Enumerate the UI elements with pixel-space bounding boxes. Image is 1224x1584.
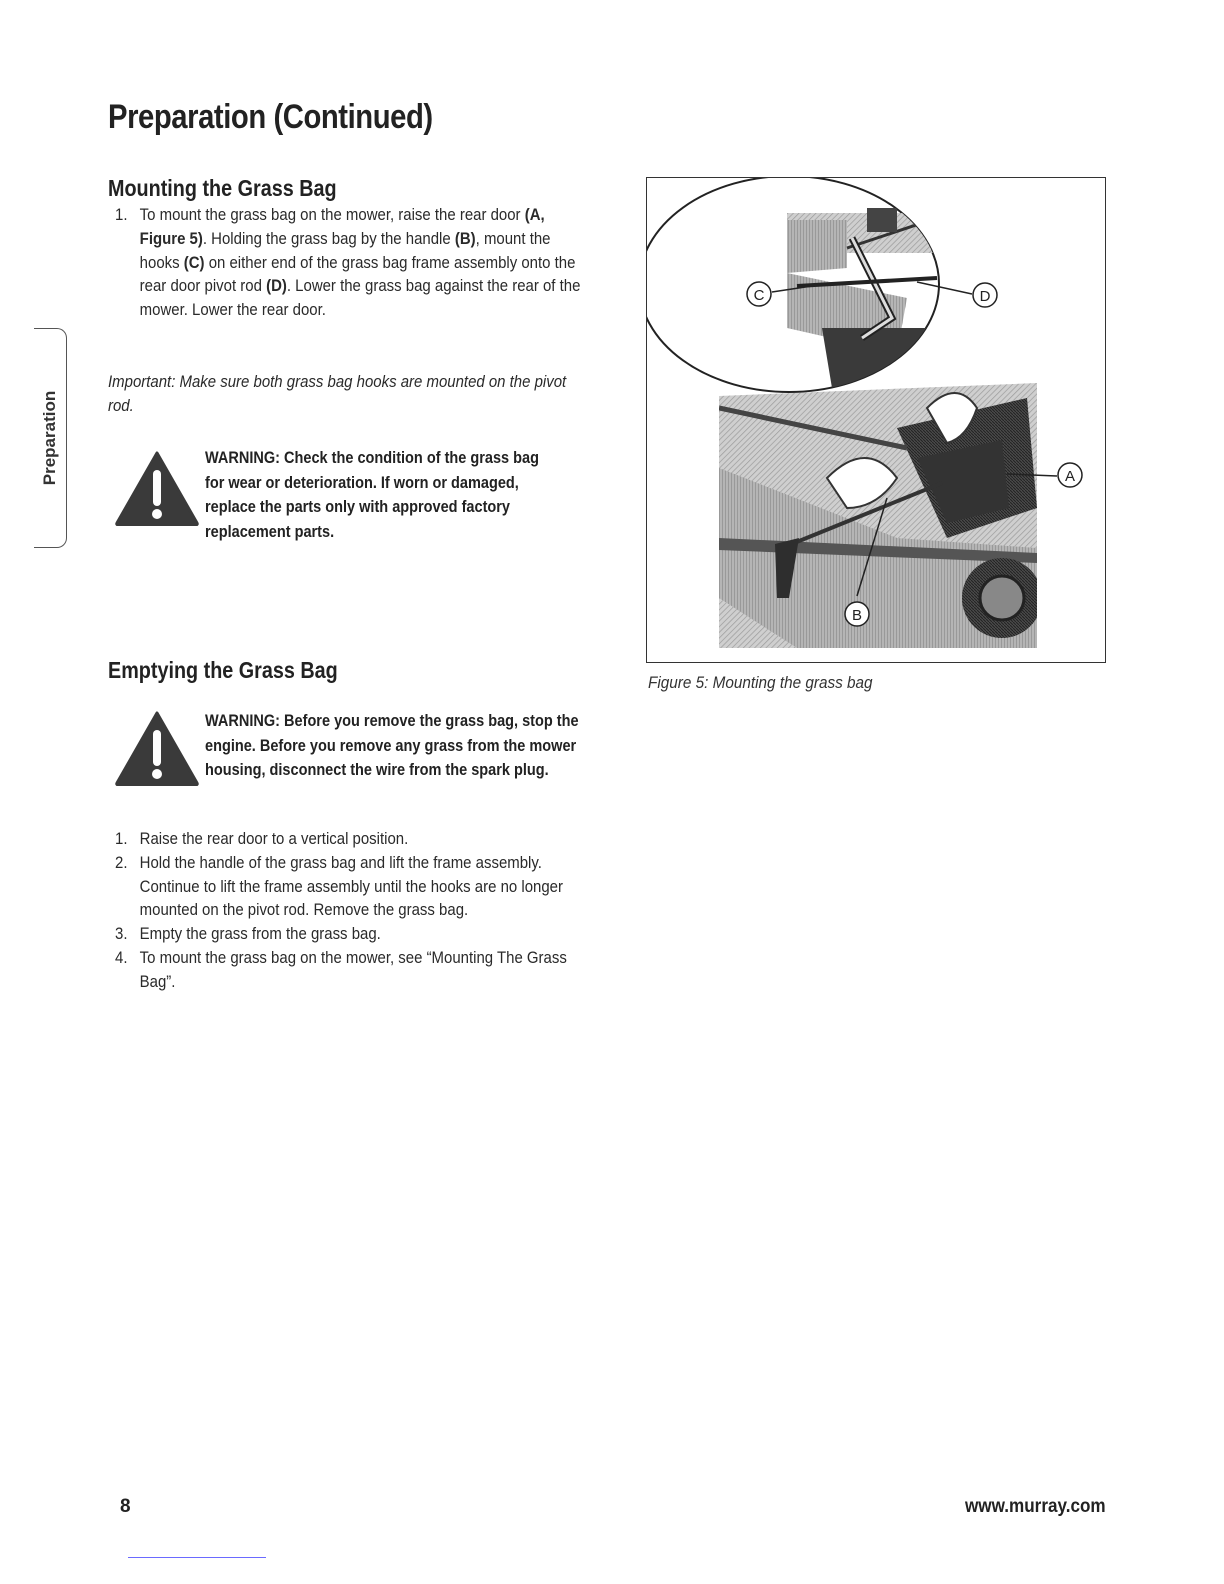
ref-a-figure5: (A, Figure 5)	[139, 205, 545, 248]
callout-a	[1058, 463, 1082, 487]
section-side-tab	[34, 328, 67, 548]
grass-bag-illustration	[647, 178, 1104, 661]
step-number: 1.	[115, 205, 128, 224]
warning-triangle-icon	[114, 710, 200, 786]
important-note: Important: Make sure both grass bag hooks are mounted on the pivot rod.	[108, 372, 567, 415]
mounting-steps	[108, 203, 648, 322]
callout-c	[747, 282, 771, 306]
warning-triangle-icon	[114, 450, 200, 526]
step-text: To mount the grass bag on the mower, raise the rear door	[139, 205, 525, 224]
step-text: Empty the grass from the grass bag.	[139, 924, 381, 944]
emptying-step	[108, 827, 583, 851]
callout-b	[845, 602, 869, 626]
svg-text:D: D	[979, 288, 991, 305]
step-text: Raise the rear door to a vertical position.	[139, 829, 409, 848]
emptying-warning: WARNING: Before you remove the grass bag, stop the engine. Before you remove any grass from the mower housing, disconnect the wire from the spark plug.	[205, 712, 579, 779]
figure-caption: Figure 5: Mounting the grass bag	[648, 673, 873, 692]
svg-text:C: C	[753, 287, 765, 304]
svg-text:A: A	[1064, 468, 1076, 485]
step-text: . Lower the grass bag against the rear of the mower. Lower the rear door.	[139, 276, 581, 320]
step-text: To mount the grass bag on the mower, see “Mounting The Grass Bag”.	[139, 947, 567, 991]
page-number: 8	[120, 1496, 131, 1517]
ref-b: (B)	[454, 228, 476, 248]
callout-d	[973, 283, 997, 307]
svg-text:B: B	[851, 607, 863, 624]
ref-d: (D)	[266, 276, 287, 296]
page-title: Preparation (Continued)	[108, 98, 433, 136]
step-text: Hold the handle of the grass bag and lift the frame assembly. Continue to lift the frame assembly until the hooks are no longer mounted on the pivot rod. Remove the grass bag.	[139, 852, 563, 920]
side-tab-label: Preparation	[40, 390, 59, 486]
mounting-step-1	[108, 203, 583, 322]
step-number: 1.	[115, 829, 128, 848]
website-link[interactable]: www.murray.com	[965, 1496, 1106, 1517]
footer-divider	[128, 1557, 266, 1558]
ref-c: (C)	[183, 252, 205, 272]
step-text: , mount the hooks	[139, 228, 551, 272]
emptying-step	[108, 922, 583, 946]
step-text: . Holding the grass bag by the handle	[202, 228, 455, 248]
emptying-step	[108, 946, 583, 994]
emptying-heading: Emptying the Grass Bag	[108, 657, 338, 683]
emptying-steps	[108, 827, 648, 994]
mounting-heading: Mounting the Grass Bag	[108, 175, 337, 201]
mounting-warning: WARNING: Check the condition of the grass bag for wear or deterioration. If worn or damaged, replace the parts only with approved factory replacement parts.	[205, 449, 539, 541]
figure-5	[646, 177, 1106, 663]
step-number: 2.	[115, 852, 128, 872]
emptying-step	[108, 851, 583, 922]
step-text: on either end of the grass bag frame assembly onto the rear door pivot rod	[139, 252, 576, 296]
step-number: 3.	[115, 924, 128, 944]
step-number: 4.	[115, 947, 128, 967]
